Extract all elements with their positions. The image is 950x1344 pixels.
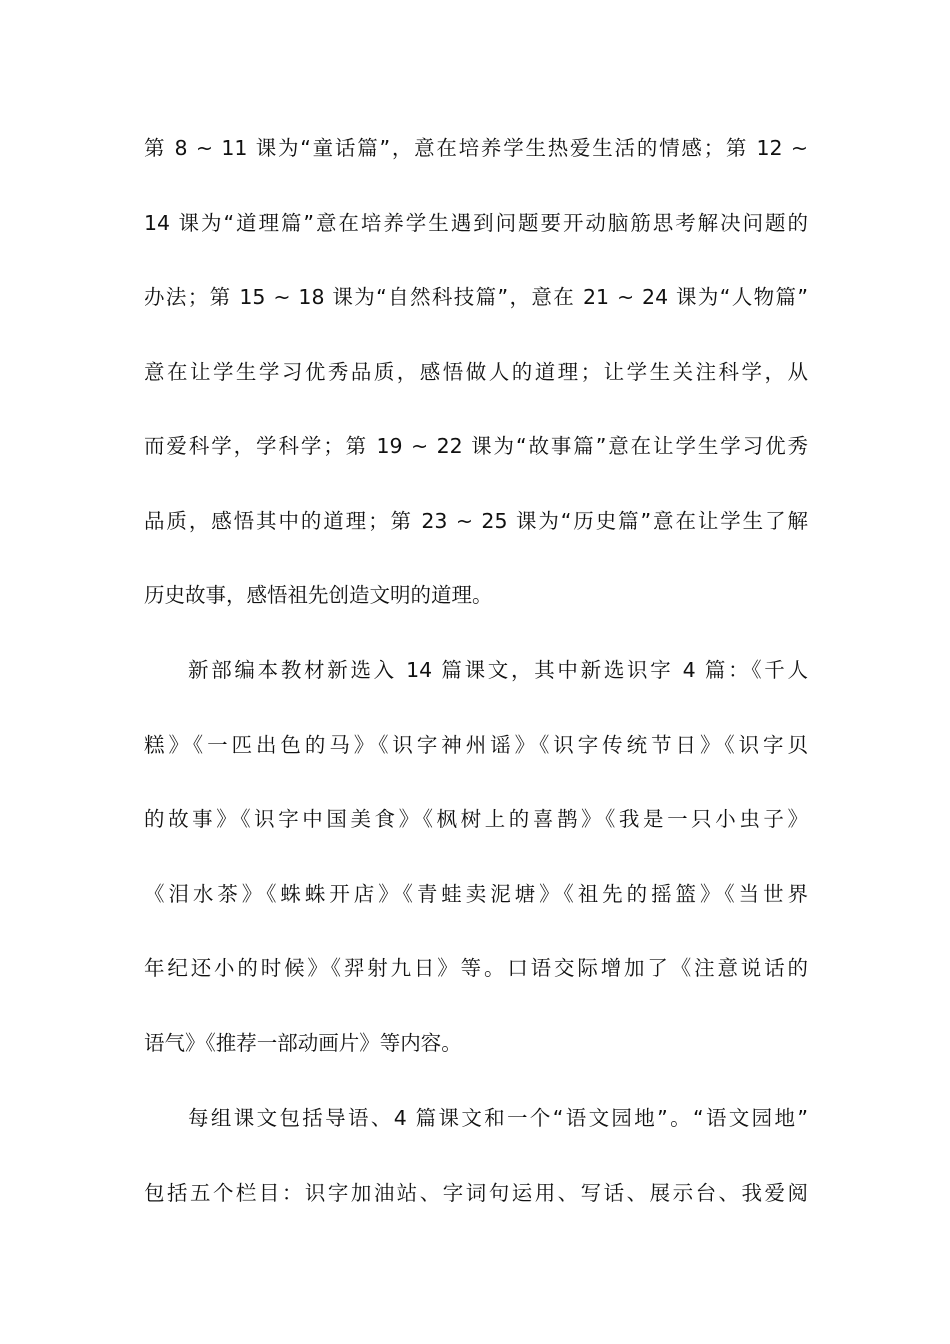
paragraph-line: 意在让学生学习优秀品质，感悟做人的道理；让学生关注科学，从 bbox=[144, 359, 808, 384]
paragraph-line: 历史故事，感悟祖先创造文明的道理。 bbox=[144, 583, 493, 607]
paragraph-line: 《泪水茶》《蛛蛛开店》《青蛙卖泥塘》《祖先的摇篮》《当世界 bbox=[144, 881, 808, 906]
paragraph-line: 包括五个栏目：识字加油站、字词句运用、写话、展示台、我爱阅 bbox=[144, 1180, 808, 1205]
paragraph-2 bbox=[144, 658, 808, 1105]
paragraph-line: 糕》《一匹出色的马》《识字神州谣》《识字传统节日》《识字贝 bbox=[144, 732, 808, 757]
paragraph-line: 每组课文包括导语、4 篇课文和一个“语文园地”。“语文园地” bbox=[188, 1106, 808, 1130]
paragraph-line: 年纪还小的时候》《羿射九日》等。口语交际增加了《注意说话的 bbox=[144, 956, 808, 980]
paragraph-line: 品质，感悟其中的道理；第 23 ~ 25 课为“历史篇”意在让学生了解 bbox=[144, 508, 808, 533]
paragraph-line: 新部编本教材新选入 14 篇课文，其中新选识字 4 篇：《千人 bbox=[188, 658, 808, 682]
paragraph-line: 14 课为“道理篇”意在培养学生遇到问题要开动脑筋思考解决问题的 bbox=[144, 210, 808, 235]
paragraph-3 bbox=[144, 1106, 808, 1255]
paragraph-1 bbox=[144, 136, 808, 658]
paragraph-line: 的故事》《识字中国美食》《枫树上的喜鹊》《我是一只小虫子》 bbox=[144, 807, 808, 831]
paragraph-line: 办法；第 15 ~ 18 课为“自然科技篇”，意在 21 ~ 24 课为“人物篇” bbox=[144, 285, 808, 309]
paragraph-line: 第 8 ~ 11 课为“童话篇”，意在培养学生热爱生活的情感；第 12 ~ bbox=[144, 136, 808, 160]
paragraph-line: 而爱科学，学科学；第 19 ~ 22 课为“故事篇”意在让学生学习优秀 bbox=[144, 434, 808, 458]
paragraph-line: 语气》《推荐一部动画片》等内容。 bbox=[144, 1030, 462, 1055]
